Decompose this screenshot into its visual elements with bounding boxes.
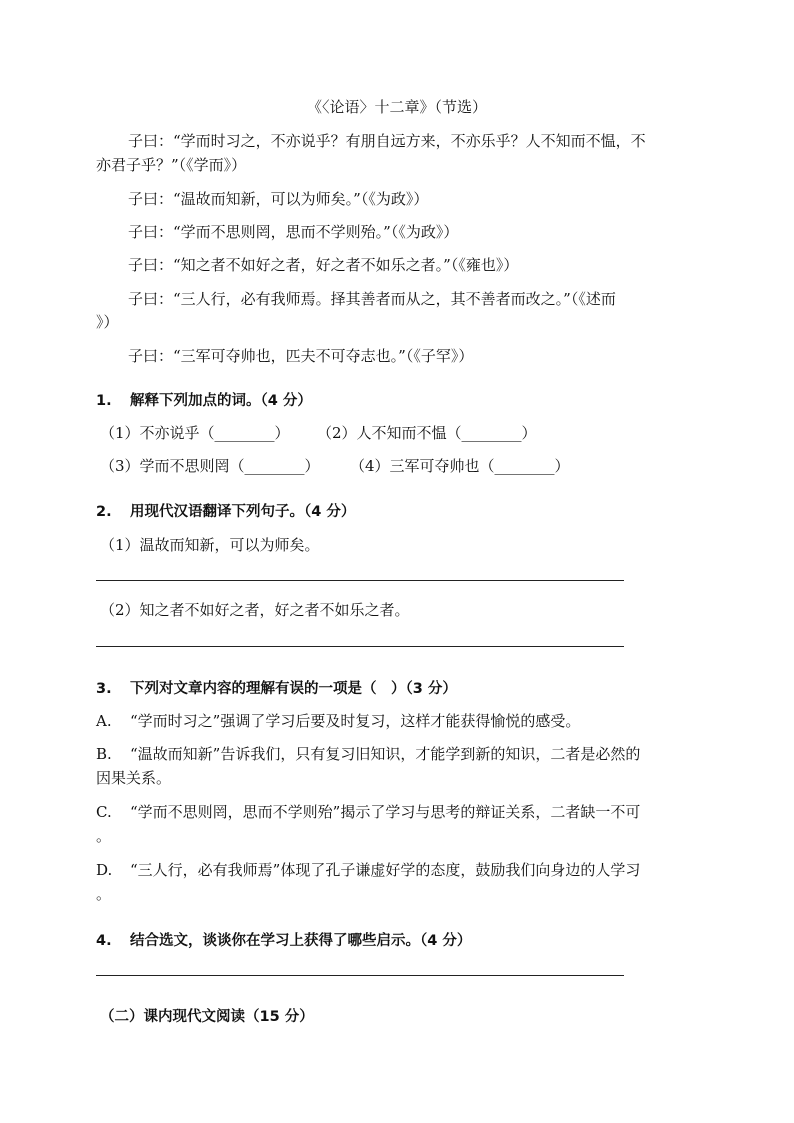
option-d[interactable] xyxy=(96,859,640,880)
question-text: 解释下列加点的词。（4 分） xyxy=(130,393,312,409)
page-title: 《〈论语〉十二章》（节选） xyxy=(306,98,487,116)
q1-item[interactable]: （2）人不知而不愠（________） xyxy=(317,424,537,442)
passage-line: 子曰：“知之者不如好之者，好之者不如乐之者。”（《雍也》） xyxy=(128,256,519,274)
option-text: “温故而知新”告诉我们，只有复习旧知识，才能学到新的知识，二者是必然的 xyxy=(130,745,641,763)
question-number: 1. xyxy=(96,393,112,409)
q1-item[interactable]: （3）学而不思则罔（________） xyxy=(100,457,320,475)
q2-item: （1）温故而知新，可以为师矣。 xyxy=(100,536,320,554)
question-number: 3. xyxy=(96,681,112,697)
question-number: 4. xyxy=(96,933,112,949)
passage-line: 子曰：“温故而知新，可以为师矣。”（《为政》） xyxy=(128,190,429,208)
question-1 xyxy=(96,389,312,410)
passage-line: 》） xyxy=(96,313,119,331)
section-heading: （二）课内现代文阅读（15 分） xyxy=(100,1009,314,1025)
question-2 xyxy=(96,500,355,521)
option-text: “学而不思则罔，思而不学则殆”揭示了学习与思考的辩证关系，二者缺一不可 xyxy=(130,803,641,821)
option-c[interactable] xyxy=(96,801,640,822)
option-label: A. xyxy=(96,712,112,730)
option-d-continued: 。 xyxy=(96,885,112,903)
passage-line: 子曰：“学而不思则罔，思而不学则殆。”（《为政》） xyxy=(128,223,459,241)
answer-line[interactable] xyxy=(96,975,624,976)
option-b[interactable] xyxy=(96,743,640,764)
question-text: 下列对文章内容的理解有误的一项是（ ）（3 分） xyxy=(130,681,457,697)
q2-item: （2）知之者不如好之者，好之者不如乐之者。 xyxy=(100,601,410,619)
option-label: D. xyxy=(96,861,113,879)
option-c-continued: 。 xyxy=(96,827,112,845)
q1-item[interactable]: （4）三军可夺帅也（________） xyxy=(350,457,570,475)
answer-line[interactable] xyxy=(96,580,624,581)
option-text: “学而时习之”强调了学习后要及时复习，这样才能获得愉悦的感受。 xyxy=(130,712,581,730)
question-3 xyxy=(96,677,457,698)
passage-line: 子曰：“三人行，必有我师焉。择其善者而从之，其不善者而改之。”（《述而 xyxy=(128,290,616,308)
option-a[interactable] xyxy=(96,710,580,731)
passage-line: 子曰：“学而时习之，不亦说乎？有朋自远方来，不亦乐乎？人不知而不愠，不 xyxy=(128,132,646,150)
question-text: 结合选文，谈谈你在学习上获得了哪些启示。（4 分） xyxy=(130,933,472,949)
option-label: C. xyxy=(96,803,112,821)
option-label: B. xyxy=(96,745,112,763)
q1-item[interactable]: （1）不亦说乎（________） xyxy=(100,424,290,442)
passage-line: 亦君子乎？”（《学而》） xyxy=(96,156,247,174)
option-b-continued: 因果关系。 xyxy=(96,769,172,787)
passage-line: 子曰：“三军可夺帅也，匹夫不可夺志也。”（《子罕》） xyxy=(128,347,474,365)
answer-line[interactable] xyxy=(96,646,624,647)
question-4 xyxy=(96,929,471,950)
option-text: “三人行，必有我师焉”体现了孔子谦虚好学的态度，鼓励我们向身边的人学习 xyxy=(130,861,641,879)
question-number: 2. xyxy=(96,504,112,520)
question-text: 用现代汉语翻译下列句子。（4 分） xyxy=(130,504,356,520)
